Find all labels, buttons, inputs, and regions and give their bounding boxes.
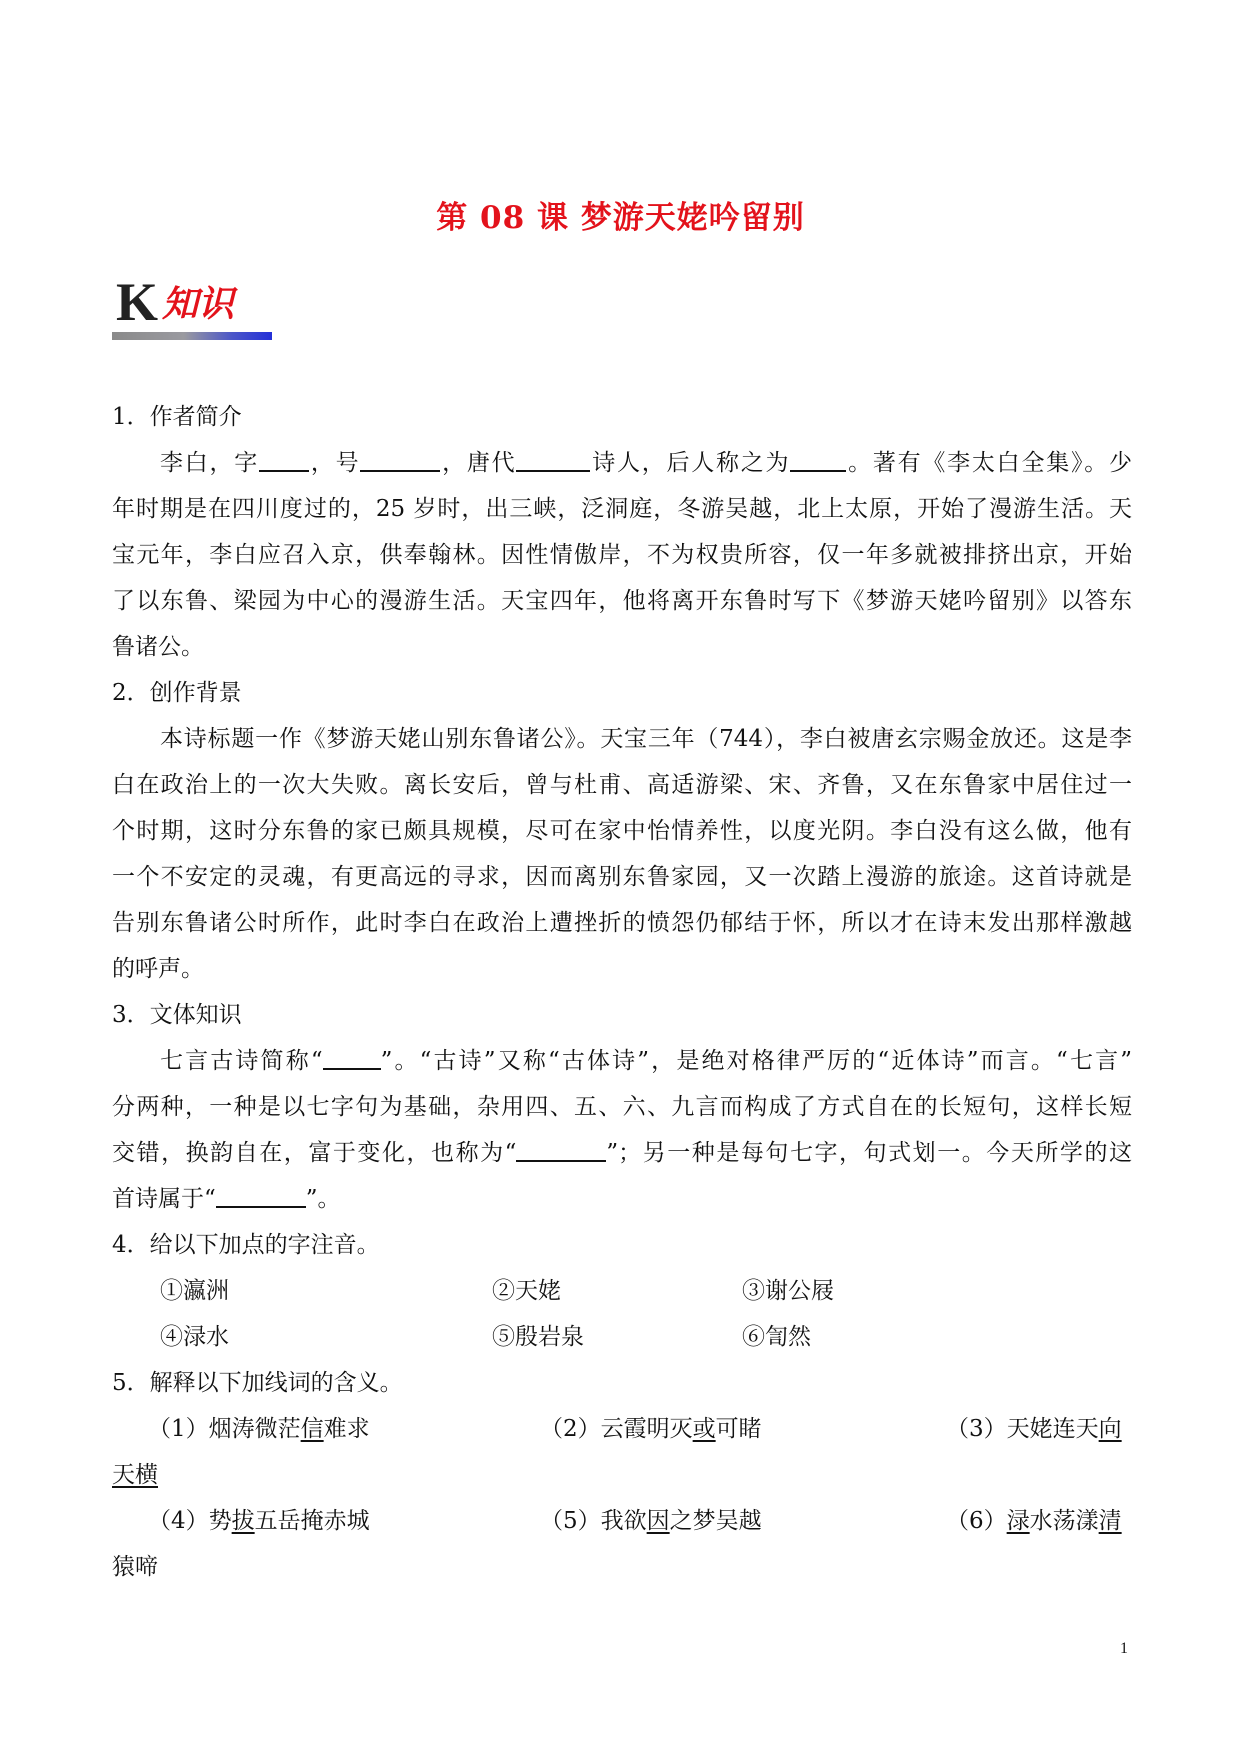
text-fragment: 五岳掩赤城 [254,1508,370,1534]
underlined-word: 信 [300,1416,324,1442]
pinyin-item: ③谢公屐 [742,1278,834,1304]
section-3-line-4 [112,1184,341,1214]
text-fragment: ，号 [309,450,361,476]
section-1-line-1 [160,448,1132,478]
text-fragment: 水荡漾 [1029,1508,1099,1534]
text-fragment: 。著有《李太白全集》。少 [846,450,1132,476]
section-2-line-5: 告别东鲁诸公时所作，此时李白在政治上遭挫折的愤怨仍郁结于怀，所以才在诗末发出那样激越 [112,910,1132,936]
section-3-heading: 3．文体知识 [112,1002,242,1028]
meaning-item [540,1506,762,1536]
section-2-line-2: 白在政治上的一次大失败。离长安后，曾与杜甫、高适游梁、宋、齐鲁，又在东鲁家中居住过一 [112,772,1132,798]
fill-blank[interactable] [790,448,846,472]
text-fragment: （4）势 [148,1508,232,1534]
meaning-item [148,1414,370,1444]
logo-underline-bar [112,332,272,340]
section-3-line-3 [112,1138,1132,1168]
pinyin-item: ④渌水 [160,1324,229,1350]
section-1-line-3: 宝元年，李白应召入京，供奉翰林。因性情傲岸，不为权贵所容，仅一年多就被排挤出京，开始 [112,542,1132,568]
meaning-item [946,1414,1122,1444]
section-3-line-2: 分两种，一种是以七字句为基础，杂用四、五、六、九言而构成了方式自在的长短句，这样长短 [112,1094,1132,1120]
meaning-item [946,1506,1122,1536]
knowledge-logo [112,272,282,342]
pinyin-item: ②天姥 [492,1278,561,1304]
text-fragment: 之梦吴越 [669,1508,762,1534]
section-2-line-3: 个时期，这时分东鲁的家已颇具规模，尽可在家中怡情养性，以度光阴。李白没有这么做，他有 [112,818,1132,844]
text-fragment: 李白，字 [160,450,260,476]
underlined-word: 拔 [231,1508,255,1534]
section-2-line-6: 的呼声。 [112,956,204,982]
section-2-heading: 2．创作背景 [112,680,242,706]
section-1-line-5: 鲁诸公。 [112,634,204,660]
meaning-item-continued: 猿啼 [112,1554,158,1580]
text-fragment: （5）我欲 [540,1508,647,1534]
pinyin-item: ⑤殷岩泉 [492,1324,584,1350]
underlined-word: 因 [646,1508,670,1534]
text-fragment: 诗人，后人称之为 [590,450,791,476]
section-3-line-1 [160,1046,1132,1076]
meaning-item [540,1414,762,1444]
meaning-item-continued [112,1460,158,1490]
text-fragment: （6） [946,1508,1007,1534]
text-fragment: 可睹 [715,1416,762,1442]
page-title: 第 08 课 梦游天姥吟留别 [436,200,805,236]
text-fragment: 首诗属于“ [112,1186,216,1212]
text-fragment: ”。 [305,1186,341,1212]
text-fragment: ”；另一种是每句七字，句式划一。今天所学的这 [606,1140,1132,1166]
underlined-word: 天横 [112,1462,158,1488]
section-2-line-4: 一个不安定的灵魂，有更高远的寻求，因而离别东鲁家园，又一次踏上漫游的旅途。这首诗就是 [112,864,1132,890]
text-fragment: 七言古诗简称“ [160,1048,323,1074]
text-fragment: （2）云霞明灭 [540,1416,693,1442]
fill-blank[interactable] [323,1046,381,1070]
fill-blank[interactable] [516,448,590,472]
fill-blank[interactable] [360,448,440,472]
text-fragment: 难求 [323,1416,370,1442]
logo-word: 知识 [162,283,235,325]
fill-blank[interactable] [216,1184,306,1208]
text-fragment: ，唐代 [440,450,517,476]
meaning-item [148,1506,370,1536]
pinyin-item: ⑥訇然 [742,1324,811,1350]
page-number: 1 [1120,1640,1128,1657]
fill-blank[interactable] [259,448,309,472]
text-fragment: 交错，换韵自在，富于变化，也称为“ [112,1140,517,1166]
section-1-heading: 1．作者简介 [112,404,242,430]
underlined-word: 或 [692,1416,716,1442]
pinyin-item: ①瀛洲 [160,1278,229,1304]
section-1-line-2: 年时期是在四川度过的，25 岁时，出三峡，泛洞庭，冬游吴越，北上太原，开始了漫游生活。天 [112,496,1132,522]
section-4-heading: 4．给以下加点的字注音。 [112,1232,380,1258]
logo-letter: K [116,272,159,332]
text-fragment: （3）天姥连天 [946,1416,1099,1442]
text-fragment: ”。“古诗”又称“古体诗”，是绝对格律严厉的“近体诗”而言。“七言” [380,1048,1132,1074]
section-5-heading: 5．解释以下加线词的含义。 [112,1370,403,1396]
section-2-line-1: 本诗标题一作《梦游天姥山别东鲁诸公》。天宝三年（744），李白被唐玄宗赐金放还。这是李 [160,726,1132,752]
underlined-word: 向 [1098,1416,1122,1442]
text-fragment: （1）烟涛微茫 [148,1416,301,1442]
fill-blank[interactable] [516,1138,606,1162]
section-1-line-4: 了以东鲁、梁园为中心的漫游生活。天宝四年，他将离开东鲁时写下《梦游天姥吟留别》以答东 [112,588,1132,614]
underlined-word: 清 [1098,1508,1122,1534]
underlined-word: 渌 [1006,1508,1030,1534]
